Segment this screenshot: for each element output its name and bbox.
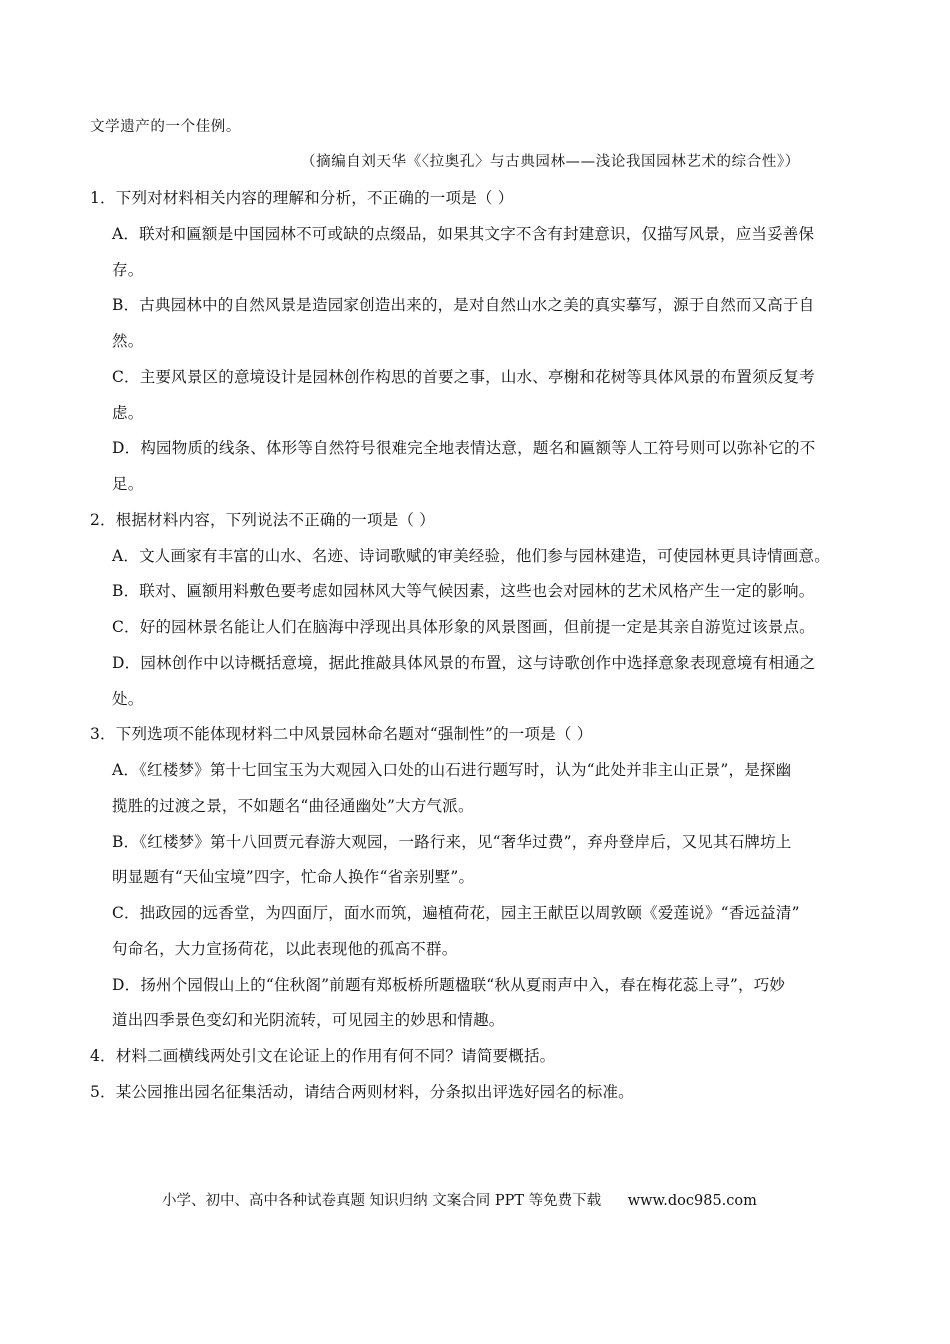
q3-option-a-line1: A．《红楼梦》第十七回宝玉为大观园入口处的山石进行题写时，认为“此处并非主山正景”，是探幽 — [112, 761, 792, 779]
q3-option-c-line1: C．拙政园的远香堂，为四面厅，面水而筑，遍植荷花，园主王献臣以周敦颐《爱莲说》“香远益清” — [112, 904, 800, 922]
q1-option-a-line2: 存。 — [112, 261, 144, 279]
q3-option-d-line1: D．扬州个园假山上的“住秋阁”前题有郑板桥所题楹联“秋从夏雨声中入，春在梅花蕊上寻”，巧妙 — [112, 976, 786, 994]
q2-option-b: B．联对、匾额用料敷色要考虑如园林风大等气候因素，这些也会对园林的艺术风格产生一定的影响。 — [112, 582, 815, 600]
q1-option-b-line2: 然。 — [112, 332, 144, 350]
q3-option-b-line2: 明显题有“天仙宝境”四字，忙命人换作“省亲别墅”。 — [112, 868, 475, 886]
q2-option-c: C．好的园林景名能让人们在脑海中浮现出具体形象的风景图画，但前提一定是其亲自游览过该景点。 — [112, 618, 815, 636]
q1-option-b-line1: B．古典园林中的自然风景是造园家创造出来的，是对自然山水之美的真实摹写，源于自然而又高于自 — [112, 296, 815, 314]
q1-option-d-line2: 足。 — [112, 475, 144, 493]
footer-text: 小学、初中、高中各种试卷真题 知识归纳 文案合同 PPT 等免费下载 — [162, 1193, 602, 1209]
source-citation: （摘编自刘天华《〈拉奥孔〉与古典园林——浅论我国园林艺术的综合性》） — [301, 154, 800, 170]
q2-option-d-line1: D．园林创作中以诗概括意境，据此推敲具体风景的布置，这与诗歌创作中选择意象表现意境有相通之 — [112, 654, 816, 672]
q3-option-a-line2: 揽胜的过渡之景，不如题名“曲径通幽处”大方气派。 — [112, 797, 474, 815]
intro-line: 文学遗产的一个佳例。 — [90, 119, 241, 135]
q3-option-d-line2: 道出四季景色变幻和光阴流转，可见园主的妙思和情趣。 — [112, 1011, 505, 1029]
question-5-stem: 5．某公园推出园名征集活动，请结合两则材料，分条拟出评选好园名的标准。 — [90, 1083, 634, 1101]
question-3-stem: 3．下列选项不能体现材料二中风景园林命名题对“强制性”的一项是（ ） — [90, 725, 593, 743]
page-footer — [162, 1191, 757, 1211]
question-1-stem: 1．下列对材料相关内容的理解和分析，不正确的一项是（ ） — [90, 189, 514, 207]
question-2-stem: 2．根据材料内容，下列说法不正确的一项是（ ） — [90, 511, 435, 529]
q1-option-c-line1: C．主要风景区的意境设计是园林创作构思的首要之事，山水、亭榭和花树等具体风景的布置须反复考 — [112, 368, 815, 386]
q1-option-a-line1: A．联对和匾额是中国园林不可或缺的点缀品，如果其文字不含有封建意识，仅描写风景，应当妥善保 — [112, 225, 815, 243]
q2-option-d-line2: 处。 — [112, 690, 144, 708]
q3-option-c-line2: 句命名，大力宣扬荷花，以此表现他的孤高不群。 — [112, 940, 458, 958]
q3-option-b-line1: B．《红楼梦》第十八回贾元春游大观园，一路行来，见“奢华过费”，弃舟登岸后，又见其石牌坊上 — [112, 833, 792, 851]
q1-option-c-line2: 虑。 — [112, 404, 144, 422]
question-4-stem: 4．材料二画横线两处引文在论证上的作用有何不同？请简要概括。 — [90, 1047, 556, 1065]
q1-option-d-line1: D．构园物质的线条、体形等自然符号很难完全地表情达意，题名和匾额等人工符号则可以弥补它的不 — [112, 439, 816, 457]
q2-option-a: A．文人画家有丰富的山水、名迹、诗词歌赋的审美经验，他们参与园林建造，可使园林更具诗情画意。 — [112, 547, 830, 565]
footer-url-link[interactable]: www.doc985.com — [627, 1193, 757, 1209]
